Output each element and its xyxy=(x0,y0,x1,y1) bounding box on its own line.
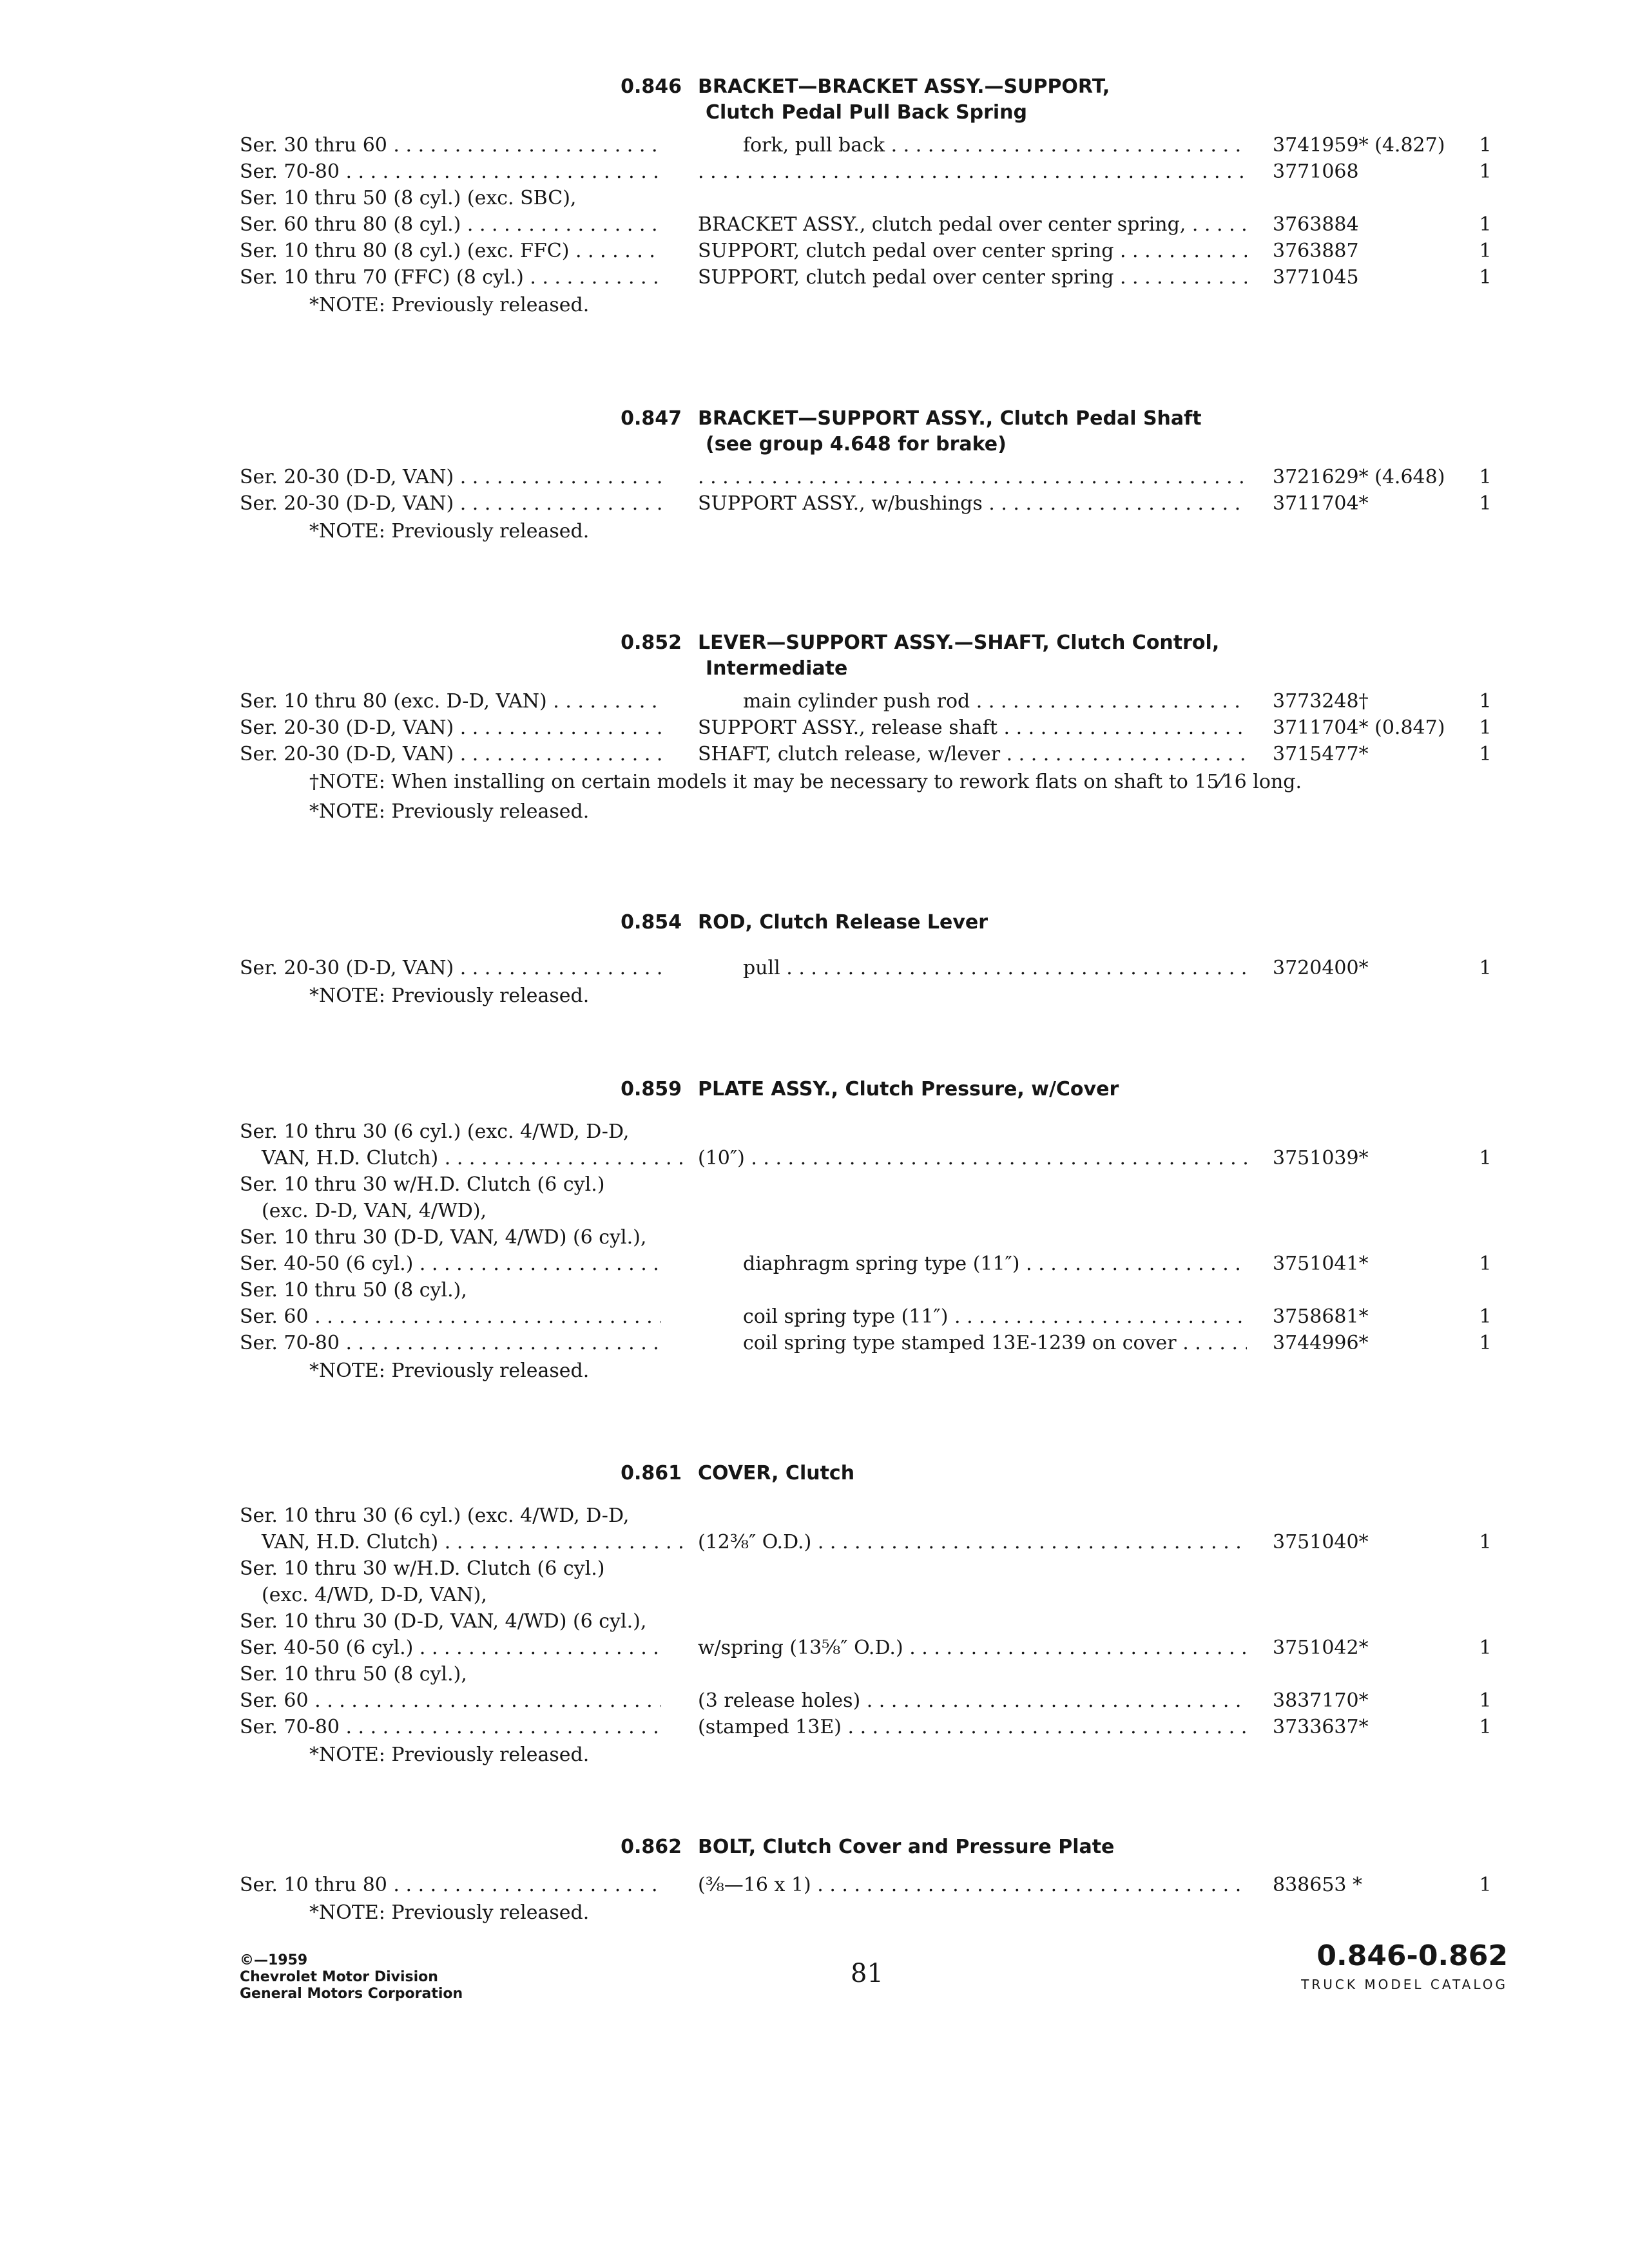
parts-rows xyxy=(0,955,1629,1011)
note: *NOTE: Previously released. xyxy=(309,985,590,1007)
section-header xyxy=(0,1077,1629,1119)
part-number-cell: 3751039* xyxy=(1273,1147,1369,1169)
title-line-2: Clutch Pedal Pull Back Spring xyxy=(706,101,1027,124)
title-line-2: (see group 4.648 for brake) xyxy=(706,433,1007,456)
description-cell xyxy=(698,464,1247,490)
series-cell: Ser. 20-30 (D-D, VAN) . . . xyxy=(240,464,661,490)
title-line-1: LEVER—SUPPORT ASSY.—SHAFT, Clutch Control, xyxy=(698,631,1220,654)
series-cell: Ser. 20-30 (D-D, VAN) . . . xyxy=(240,955,661,981)
part-number-cell: 838653 * xyxy=(1273,1874,1363,1896)
group-title xyxy=(698,910,988,936)
description-cell: SUPPORT, clutch pedal over center spring . . . xyxy=(698,238,1247,264)
note: *NOTE: Previously released. xyxy=(309,294,590,316)
title-line-1: PLATE ASSY., Clutch Pressure, w/Cover xyxy=(698,1078,1119,1100)
series-cell: Ser. 10 thru 50 (8 cyl.), xyxy=(240,1279,467,1302)
part-number-cell: 3758681* xyxy=(1273,1305,1369,1328)
series-cell: Ser. 10 thru 30 (6 cyl.) (exc. 4/WD, D-D, xyxy=(240,1120,630,1143)
quantity-cell: 1 xyxy=(1479,716,1492,739)
quantity-cell: 1 xyxy=(1479,466,1492,488)
table-row xyxy=(0,1687,1629,1714)
part-number-cell: 3763884 xyxy=(1273,213,1359,236)
table-row xyxy=(0,1119,1629,1145)
series-cell: Ser. 70-80 . . . xyxy=(240,1714,661,1740)
quantity-cell: 1 xyxy=(1479,690,1492,713)
table-row xyxy=(0,159,1629,185)
part-number-cell: 3715477* xyxy=(1273,743,1369,765)
table-row xyxy=(0,238,1629,264)
quantity-cell: 1 xyxy=(1479,1689,1492,1712)
series-cell: Ser. 20-30 (D-D, VAN) . . . xyxy=(240,741,661,767)
series-cell: Ser. 70-80 . . . xyxy=(240,159,661,185)
quantity-cell: 1 xyxy=(1479,1637,1492,1659)
part-number-cell: 3711704* (0.847) xyxy=(1273,716,1445,739)
part-number-cell: 3771068 xyxy=(1273,160,1359,183)
description-cell xyxy=(698,159,1247,185)
series-cell: Ser. 10 thru 30 (D-D, VAN, 4/WD) (6 cyl.), xyxy=(240,1226,647,1249)
quantity-cell: 1 xyxy=(1479,240,1492,262)
table-row xyxy=(0,1198,1629,1224)
section-header xyxy=(0,406,1629,464)
series-cell: Ser. 10 thru 30 w/H.D. Clutch (6 cyl.) xyxy=(240,1557,605,1580)
series-cell: (exc. D-D, VAN, 4/WD), xyxy=(262,1200,487,1222)
description-cell: (⅜—16 x 1) . . . xyxy=(698,1872,1247,1898)
section-0846 xyxy=(0,74,1629,320)
quantity-cell: 1 xyxy=(1479,1332,1492,1354)
series-cell: Ser. 60 . . . xyxy=(240,1303,661,1330)
series-cell: VAN, H.D. Clutch) . . . xyxy=(240,1529,683,1555)
series-cell: VAN, H.D. Clutch) . . . xyxy=(240,1145,683,1171)
title-line-1: ROD, Clutch Release Lever xyxy=(698,911,988,934)
series-cell: Ser. 10 thru 80 . . . xyxy=(240,1872,661,1898)
series-cell: Ser. 10 thru 80 (8 cyl.) (exc. FFC) . . . xyxy=(240,238,661,264)
table-row xyxy=(0,1251,1629,1277)
table-row xyxy=(0,955,1629,981)
division: Chevrolet Motor Division xyxy=(240,1969,438,1985)
series-cell: Ser. 40-50 (6 cyl.) . . . xyxy=(240,1251,661,1277)
description-cell: diaphragm spring type (11″) . . . xyxy=(743,1251,1247,1277)
description-cell: (12⅜″ O.D.) . . . xyxy=(698,1529,1247,1555)
description-cell: (10″) . . . xyxy=(698,1145,1247,1171)
group-number: 0.846 xyxy=(621,75,682,98)
series-cell: Ser. 10 thru 30 (D-D, VAN, 4/WD) (6 cyl.), xyxy=(240,1610,647,1633)
group-number: 0.852 xyxy=(621,631,682,654)
section-0852 xyxy=(0,630,1629,827)
copyright: ©—1959 xyxy=(240,1952,308,1968)
group-title xyxy=(698,1077,1119,1102)
description-cell: fork, pull back . . . xyxy=(743,132,1247,159)
table-row xyxy=(0,1714,1629,1740)
group-range: 0.846-0.862 xyxy=(1316,1939,1508,1972)
table-row xyxy=(0,185,1629,211)
quantity-cell: 1 xyxy=(1479,492,1492,515)
part-number-cell: 3744996* xyxy=(1273,1332,1369,1354)
note: *NOTE: Previously released. xyxy=(309,1360,590,1382)
table-row xyxy=(0,1661,1629,1687)
series-cell: Ser. 70-80 . . . xyxy=(240,1330,661,1356)
parts-rows xyxy=(0,688,1629,827)
description-cell: SUPPORT, clutch pedal over center spring . . . xyxy=(698,264,1247,291)
group-title xyxy=(698,1834,1114,1860)
series-cell: Ser. 10 thru 50 (8 cyl.) (exc. SBC), xyxy=(240,187,577,209)
note: *NOTE: Previously released. xyxy=(309,1901,590,1924)
table-row xyxy=(0,211,1629,238)
table-row xyxy=(0,741,1629,767)
quantity-cell: 1 xyxy=(1479,1305,1492,1328)
table-row xyxy=(0,490,1629,517)
section-header xyxy=(0,1461,1629,1503)
quantity-cell: 1 xyxy=(1479,213,1492,236)
group-title xyxy=(698,630,1219,682)
part-number-cell: 3763887 xyxy=(1273,240,1359,262)
table-row xyxy=(0,1503,1629,1529)
group-number: 0.847 xyxy=(621,407,682,430)
part-number-cell: 3733637* xyxy=(1273,1716,1369,1738)
description-cell: (3 release holes) . . . xyxy=(698,1687,1247,1714)
note: *NOTE: Previously released. xyxy=(309,1744,590,1766)
series-cell: Ser. 10 thru 30 (6 cyl.) (exc. 4/WD, D-D, xyxy=(240,1504,630,1527)
catalog-name: TRUCK MODEL CATALOG xyxy=(1301,1977,1508,1992)
quantity-cell: 1 xyxy=(1479,1147,1492,1169)
table-row xyxy=(0,1608,1629,1635)
table-row xyxy=(0,1277,1629,1303)
table-row xyxy=(0,1555,1629,1582)
quantity-cell: 1 xyxy=(1479,266,1492,289)
quantity-cell: 1 xyxy=(1479,160,1492,183)
quantity-cell: 1 xyxy=(1479,1531,1492,1553)
title-line-1: BRACKET—SUPPORT ASSY., Clutch Pedal Shaft xyxy=(698,407,1202,430)
description-cell: pull . . . xyxy=(743,955,1247,981)
table-row xyxy=(0,464,1629,490)
part-number-cell: 3751041* xyxy=(1273,1253,1369,1275)
table-row xyxy=(0,1635,1629,1661)
part-number-cell: 3720400* xyxy=(1273,957,1369,979)
section-0862 xyxy=(0,1834,1629,1928)
part-number-cell: 3771045 xyxy=(1273,266,1359,289)
series-cell: Ser. 20-30 (D-D, VAN) . . . xyxy=(240,490,661,517)
section-0854 xyxy=(0,910,1629,1011)
part-number-cell: 3837170* xyxy=(1273,1689,1369,1712)
section-header xyxy=(0,1834,1629,1872)
note: †NOTE: When installing on certain models it may be necessary to rework flats on shaft to 15⁄16 long. xyxy=(309,771,1302,793)
part-number-cell: 3751042* xyxy=(1273,1637,1369,1659)
series-cell: Ser. 30 thru 60 . . . xyxy=(240,132,661,159)
title-line-1: BOLT, Clutch Cover and Pressure Plate xyxy=(698,1836,1115,1858)
corporation: General Motors Corporation xyxy=(240,1986,463,2002)
series-cell: Ser. 40-50 (6 cyl.) . . . xyxy=(240,1635,661,1661)
part-number-cell: 3721629* (4.648) xyxy=(1273,466,1445,488)
group-number: 0.854 xyxy=(621,911,682,934)
note: *NOTE: Previously released. xyxy=(309,800,590,823)
title-line-1: BRACKET—BRACKET ASSY.—SUPPORT, xyxy=(698,75,1110,98)
note: *NOTE: Previously released. xyxy=(309,520,590,543)
series-cell: (exc. 4/WD, D-D, VAN), xyxy=(262,1584,487,1606)
description-cell: SUPPORT ASSY., w/bushings . . . xyxy=(698,490,1247,517)
parts-rows xyxy=(0,1872,1629,1928)
series-cell: Ser. 10 thru 70 (FFC) (8 cyl.) . . . xyxy=(240,264,661,291)
description-cell: SHAFT, clutch release, w/lever . . . xyxy=(698,741,1247,767)
parts-rows xyxy=(0,464,1629,546)
group-number: 0.862 xyxy=(621,1836,682,1858)
part-number-cell: 3711704* xyxy=(1273,492,1369,515)
table-row xyxy=(0,1529,1629,1555)
page-number: 81 xyxy=(851,1959,883,1988)
table-row xyxy=(0,1582,1629,1608)
parts-rows xyxy=(0,1503,1629,1770)
quantity-cell: 1 xyxy=(1479,134,1492,157)
description-cell: coil spring type (11″) . . . xyxy=(743,1303,1247,1330)
section-0847 xyxy=(0,406,1629,546)
quantity-cell: 1 xyxy=(1479,1253,1492,1275)
description-cell: coil spring type stamped 13E-1239 on cover . . . xyxy=(743,1330,1247,1356)
description-cell: SUPPORT ASSY., release shaft . . . xyxy=(698,715,1247,741)
section-0861 xyxy=(0,1461,1629,1770)
series-cell: Ser. 10 thru 80 (exc. D-D, VAN) . . . xyxy=(240,688,661,715)
table-row xyxy=(0,1330,1629,1356)
table-row xyxy=(0,264,1629,291)
quantity-cell: 1 xyxy=(1479,1716,1492,1738)
quantity-cell: 1 xyxy=(1479,743,1492,765)
group-title xyxy=(698,74,1110,126)
series-cell: Ser. 60 thru 80 (8 cyl.) . . . xyxy=(240,211,661,238)
quantity-cell: 1 xyxy=(1479,1874,1492,1896)
group-title xyxy=(698,1461,854,1486)
table-row xyxy=(0,688,1629,715)
parts-rows xyxy=(0,132,1629,320)
table-row xyxy=(0,132,1629,159)
table-row xyxy=(0,1872,1629,1898)
table-row xyxy=(0,1145,1629,1171)
description-cell: BRACKET ASSY., clutch pedal over center spring, . . . xyxy=(698,211,1247,238)
section-0859 xyxy=(0,1077,1629,1386)
group-title xyxy=(698,406,1202,457)
table-row xyxy=(0,1303,1629,1330)
title-line-2: Intermediate xyxy=(706,657,848,680)
part-number-cell: 3741959* (4.827) xyxy=(1273,134,1445,157)
series-cell: Ser. 10 thru 30 w/H.D. Clutch (6 cyl.) xyxy=(240,1173,605,1196)
title-line-1: COVER, Clutch xyxy=(698,1462,855,1485)
table-row xyxy=(0,715,1629,741)
part-number-cell: 3773248† xyxy=(1273,690,1369,713)
section-header xyxy=(0,630,1629,688)
group-number: 0.861 xyxy=(621,1462,682,1485)
series-cell: Ser. 20-30 (D-D, VAN) . . . xyxy=(240,715,661,741)
series-cell: Ser. 60 . . . xyxy=(240,1687,661,1714)
part-number-cell: 3751040* xyxy=(1273,1531,1369,1553)
table-row xyxy=(0,1224,1629,1251)
description-cell: (stamped 13E) . . . xyxy=(698,1714,1247,1740)
description-cell: w/spring (13⅝″ O.D.) . . . xyxy=(698,1635,1247,1661)
group-number: 0.859 xyxy=(621,1078,682,1100)
section-header xyxy=(0,910,1629,955)
publisher-block xyxy=(240,1952,463,2003)
table-row xyxy=(0,1171,1629,1198)
description-cell: main cylinder push rod . . . xyxy=(743,688,1247,715)
series-cell: Ser. 10 thru 50 (8 cyl.), xyxy=(240,1663,467,1686)
parts-rows xyxy=(0,1119,1629,1386)
quantity-cell: 1 xyxy=(1479,957,1492,979)
section-header xyxy=(0,74,1629,132)
